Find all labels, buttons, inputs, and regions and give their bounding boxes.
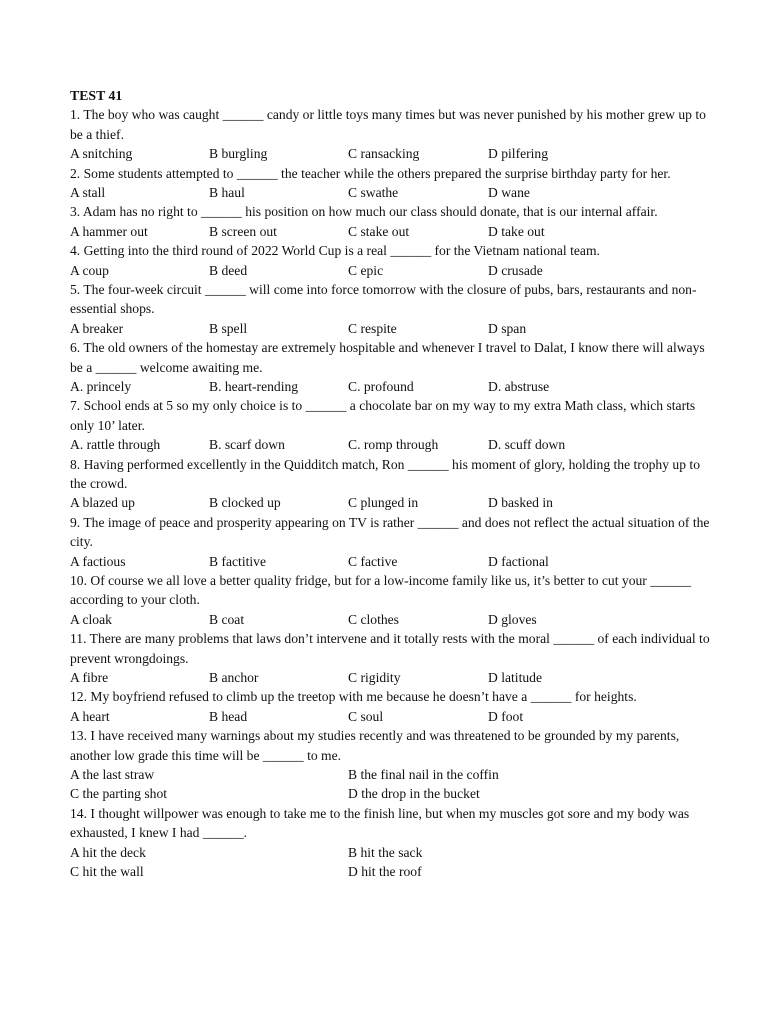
options-row (70, 668, 710, 687)
answer-option: A stall (70, 185, 106, 200)
answer-option: C. romp through (348, 437, 439, 453)
answer-option: C stake out (348, 223, 410, 239)
answer-option: C ransacking (348, 146, 420, 162)
answer-option: C respite (348, 320, 397, 336)
answer-option: A heart (70, 708, 110, 724)
answer-option: D foot (488, 708, 524, 724)
answer-option: D hit the roof (348, 864, 422, 879)
options-row (70, 707, 710, 726)
answer-option: A breaker (70, 320, 124, 336)
answer-option: D span (488, 320, 527, 336)
answer-option: B haul (209, 185, 245, 200)
answer-option: A hammer out (70, 223, 148, 239)
answer-option: D. scuff down (488, 437, 566, 453)
answer-option: A snitching (70, 146, 133, 162)
question-stem: 12. My boyfriend refused to climb up the treetop with me because he doesn’t have a ______ for heights. (70, 689, 637, 705)
question-block (70, 804, 710, 882)
answer-option: B coat (209, 611, 245, 627)
answer-option: D wane (488, 185, 530, 200)
question-stem: 14. I thought willpower was enough to take me to the finish line, but when my muscles got sore and my body was exhausted, I knew I had ______. (70, 805, 690, 841)
answer-option: B anchor (209, 670, 259, 686)
answer-option: D factional (488, 553, 549, 569)
answer-option: D pilfering (488, 146, 549, 162)
answer-option: C the parting shot (70, 786, 168, 802)
answer-option: C epic (348, 262, 384, 278)
question-block (70, 455, 710, 513)
question-stem: 7. School ends at 5 so my only choice is to ______ a chocolate bar on my way to my extra Math class, which starts only 10’ later. (70, 398, 696, 433)
answer-option: A the last straw (70, 767, 155, 783)
question-block (70, 338, 710, 396)
options-row (70, 843, 710, 862)
answer-option: D basked in (488, 495, 553, 511)
answer-option: B factitive (209, 553, 266, 569)
answer-option: A fibre (70, 670, 109, 686)
question-list (70, 105, 710, 881)
answer-option: A coup (70, 262, 109, 278)
answer-option: B screen out (209, 223, 277, 239)
question-stem: 6. The old owners of the homestay are extremely hospitable and whenever I travel to Dalat, I know there will always be a ______ welcome awaiting me. (70, 340, 705, 375)
options-row (70, 261, 710, 280)
answer-option: B hit the sack (348, 844, 423, 860)
question-stem: 3. Adam has no right to ______ his position on how much our class should donate, that is our internal affair. (70, 204, 658, 220)
question-stem: 5. The four-week circuit ______ will come into force tomorrow with the closure of pubs, bars, restaurants and non-essential shops. (70, 281, 697, 317)
options-row (70, 552, 710, 571)
question-block (70, 202, 710, 241)
options-row (70, 493, 710, 512)
answer-option: B deed (209, 262, 248, 278)
answer-option: C. profound (348, 379, 414, 394)
options-row (70, 377, 710, 396)
answer-option: A factious (70, 553, 126, 569)
options-row (70, 862, 710, 881)
question-stem: 10. Of course we all love a better quality fridge, but for a low-income family like us, it’s better to cut your ______ according to your cloth. (70, 573, 691, 608)
answer-option: A cloak (70, 611, 112, 627)
answer-option: A. princely (70, 379, 132, 394)
question-stem: 2. Some students attempted to ______ the teacher while the others prepared the surprise birthday party for her. (70, 165, 671, 181)
question-stem: 9. The image of peace and prosperity appearing on TV is rather ______ and does not reflect the actual situation of the city. (70, 514, 710, 550)
answer-option: D crusade (488, 262, 543, 278)
answer-option: C soul (348, 708, 384, 724)
answer-option: B burgling (209, 146, 268, 162)
answer-option: B the final nail in the coffin (348, 767, 499, 783)
question-block (70, 726, 710, 804)
answer-option: D. abstruse (488, 379, 550, 394)
answer-option: A hit the deck (70, 844, 146, 860)
question-block (70, 164, 710, 203)
options-row (70, 435, 710, 454)
answer-option: C hit the wall (70, 864, 144, 879)
answer-option: B spell (209, 320, 248, 336)
answer-option: C plunged in (348, 495, 419, 511)
question-stem: 11. There are many problems that laws don’t intervene and it totally rests with the moral ______ of each individual to prevent wrongdoings. (70, 631, 710, 666)
test-title: TEST 41 (70, 88, 123, 103)
answer-option: C clothes (348, 611, 399, 627)
question-block (70, 280, 710, 338)
question-block (70, 687, 710, 726)
question-stem: 8. Having performed excellently in the Quidditch match, Ron ______ his moment of glory, holding the trophy up to the crowd. (70, 456, 700, 491)
options-row (70, 610, 710, 629)
answer-option: D the drop in the bucket (348, 786, 480, 802)
answer-option: B head (209, 708, 248, 724)
question-block (70, 629, 710, 687)
question-block (70, 513, 710, 571)
question-stem: 4. Getting into the third round of 2022 World Cup is a real ______ for the Vietnam national team. (70, 243, 600, 259)
options-row (70, 183, 710, 202)
question-block (70, 571, 710, 629)
answer-option: B clocked up (209, 495, 281, 511)
answer-option: D latitude (488, 670, 542, 686)
options-row (70, 765, 710, 784)
answer-option: C factive (348, 553, 398, 569)
answer-option: B. heart-rending (209, 379, 299, 394)
answer-option: A. rattle through (70, 437, 161, 453)
options-row (70, 784, 710, 803)
answer-option: C swathe (348, 185, 399, 200)
question-block (70, 396, 710, 454)
question-stem: 13. I have received many warnings about my studies recently and was threatened to be grounded by my parents, another low grade this time will be ______ to me. (70, 728, 680, 763)
options-row (70, 144, 710, 163)
answer-option: C rigidity (348, 670, 401, 686)
question-block (70, 241, 710, 280)
question-block (70, 105, 710, 163)
answer-option: D gloves (488, 611, 537, 627)
options-row (70, 222, 710, 241)
answer-option: A blazed up (70, 495, 135, 511)
answer-option: D take out (488, 223, 545, 239)
options-row (70, 319, 710, 338)
test-sheet (70, 86, 710, 881)
question-stem: 1. The boy who was caught ______ candy or little toys many times but was never punished by his mother grew up to be a thief. (70, 107, 706, 142)
answer-option: B. scarf down (209, 437, 285, 453)
